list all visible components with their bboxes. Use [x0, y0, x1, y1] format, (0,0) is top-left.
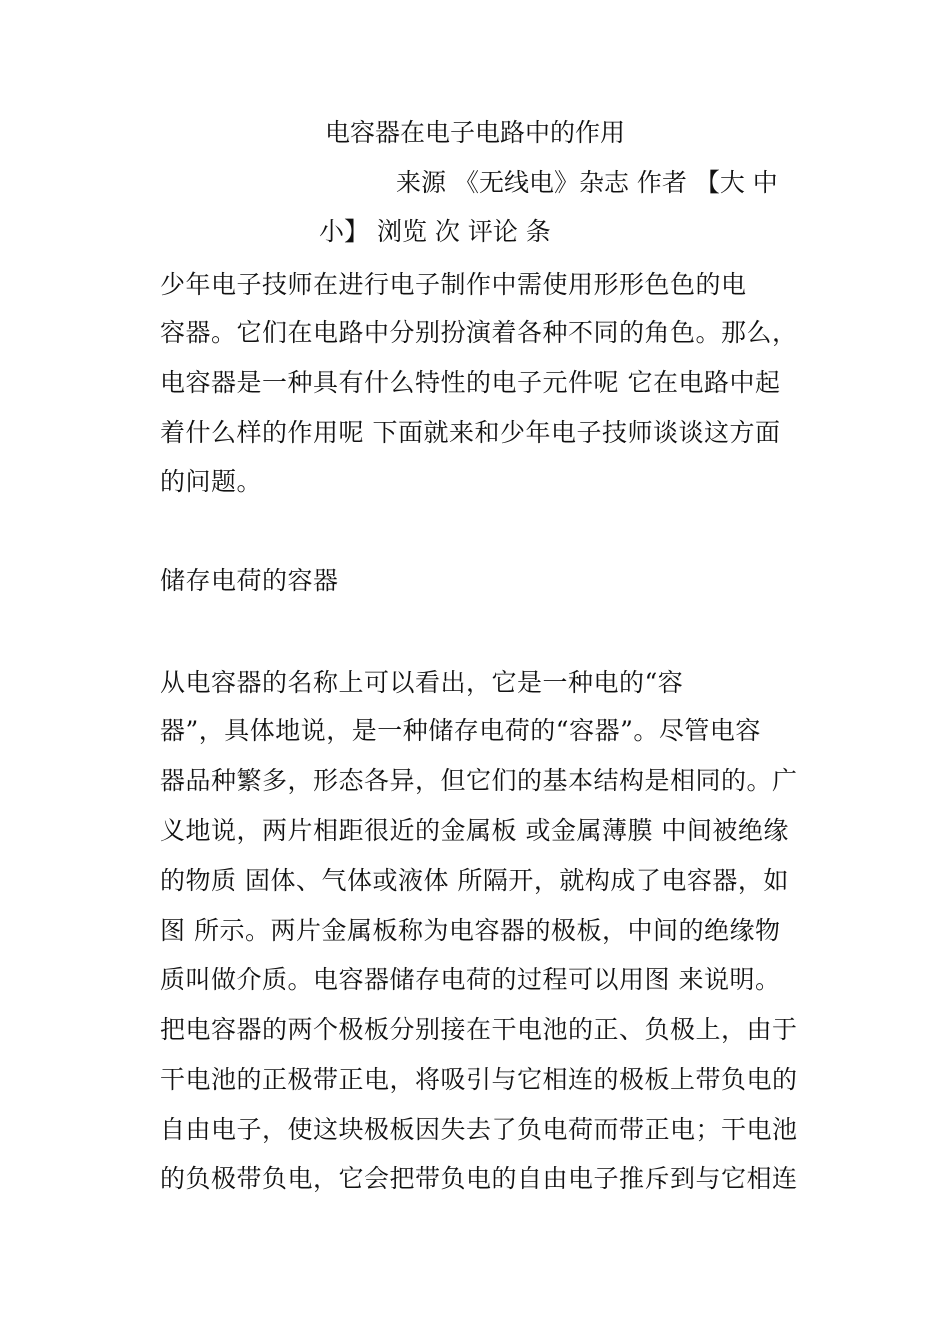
section-heading: 储存电荷的容器 [160, 566, 339, 595]
intro-line: 的问题。 [160, 467, 263, 496]
body-line: 质叫做介质。电容器储存电荷的过程可以用图 来说明。 [160, 965, 781, 994]
intro-line: 少年电子技师在进行电子制作中需使用形形色色的电 [160, 270, 747, 299]
body-line: 把电容器的两个极板分别接在干电池的正、负极上，由于 [160, 1015, 798, 1044]
body-line: 从电容器的名称上可以看出，它是一种电的“容 [160, 668, 684, 697]
body-line: 的物质 固体、气体或液体 所隔开，就构成了电容器，如 [160, 866, 789, 895]
article-meta-views-comments: 小】 浏览 次 评论 条 [319, 217, 551, 246]
body-line: 图 所示。两片金属板称为电容器的极板，中间的绝缘物 [160, 916, 781, 945]
body-line: 器品种繁多，形态各异，但它们的基本结构是相同的。广 [160, 766, 798, 795]
body-line: 干电池的正极带正电，将吸引与它相连的极板上带负电的 [160, 1065, 798, 1094]
intro-line: 容器。它们在电路中分别扮演着各种不同的角色。那么， [160, 318, 798, 347]
body-line: 自由电子，使这块极板因失去了负电荷而带正电；干电池 [160, 1115, 798, 1144]
intro-line: 着什么样的作用呢 下面就来和少年电子技师谈谈这方面 [160, 418, 781, 447]
intro-line: 电容器是一种具有什么特性的电子元件呢 它在电路中起 [160, 368, 781, 397]
article-meta-source-author: 来源 《无线电》杂志 作者 【大 中 [396, 168, 778, 197]
article-title: 电容器在电子电路中的作用 [325, 118, 626, 147]
body-line: 义地说，两片相距很近的金属板 或金属薄膜 中间被绝缘 [160, 816, 789, 845]
body-line: 器”，具体地说，是一种储存电荷的“容器”。尽管电容 [160, 716, 761, 745]
body-line: 的负极带负电，它会把带负电的自由电子推斥到与它相连 [160, 1164, 798, 1193]
